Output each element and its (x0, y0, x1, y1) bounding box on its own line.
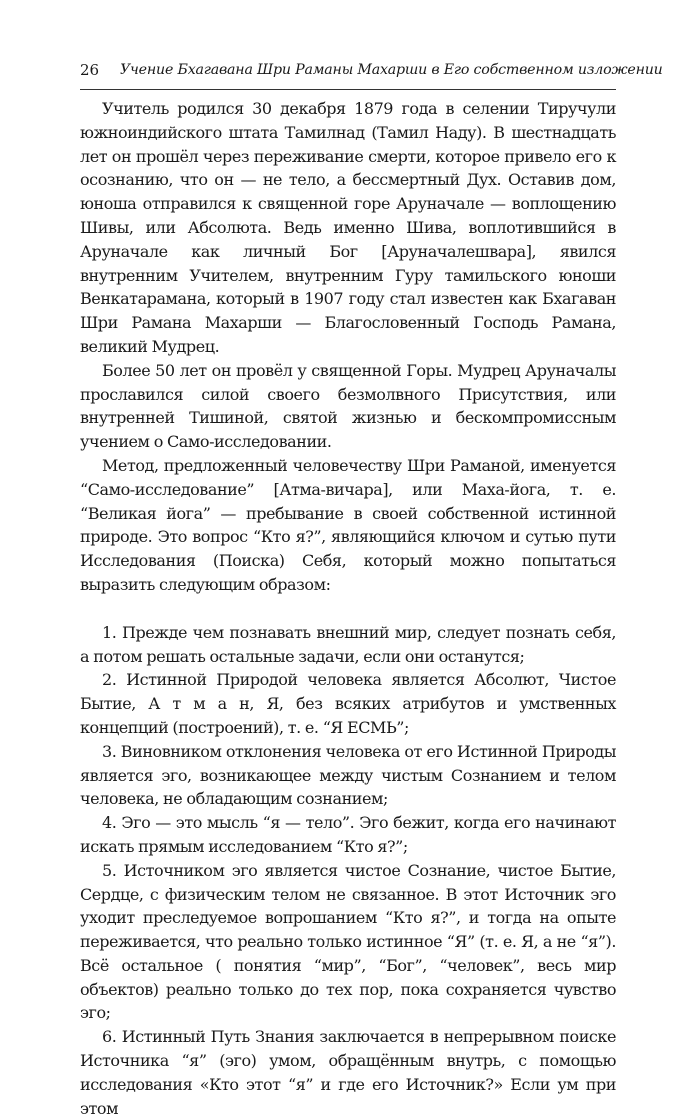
body-text (80, 97, 616, 1120)
paragraph-arunachala: Более 50 лет он провёл у священной Горы. Мудрец Аруначалы прославился силой своего безмолвного Присутствия, или внутренней Тишиной, святой жизнью и бескомпромиссным учением о Само-исследовании. (80, 360, 616, 452)
list-item: 2. Истинной Природой человека является Абсолют, Чистое Бытие, А т м а н, Я, без всяких атрибутов и умственных концепций (построений), т. е. “Я ЕСМЬ”; (80, 670, 616, 737)
running-head (80, 60, 663, 84)
paragraph-method: Метод, предложенный человечеству Шри Раманой, именуется “Само-исследование” [Атма-вичара], или Маха-йога, т. е. “Великая йога” — пребывание в своей собственной истинной природе. Это вопрос “Кто я?”, являющийся ключом и сутью пути Исследования (Поиска) Себя, который можно попытаться выразить следующим образом: (80, 455, 616, 594)
page-number: 26 (80, 61, 100, 79)
running-title: Учение Бхагавана Шри Раманы Махарши в Его собственном изложении (120, 62, 663, 78)
list-item: 4. Эго — это мысль “я — тело”. Эго бежит, когда его начинают искать прямым исследованием “Кто я?”; (80, 813, 616, 856)
list-item: 5. Источником эго является чистое Сознание, чистое Бытие, Сердце, с физическим телом не связанное. В этот Источник эго уходит преследуемое вопрошанием “Кто я?”, и тогда на опыте переживается, что реально только истинное “Я” (т. е. Я, а не “я”). Всё остальное ( понятия “мир”, “Бог”, “человек”, весь мир объектов) реально только до тех пор, пока сохраняется чувство эго; (80, 860, 616, 1023)
list-item: 1. Прежде чем познавать внешний мир, следует познать себя, а потом решать остальные задачи, если они останутся; (80, 622, 616, 666)
paragraph-biography: Учитель родился 30 декабря 1879 года в селении Тиручули южноиндийского штата Тамилнад (Тамил Наду). В шестнадцать лет он прошёл через переживание смерти, которое привело его к осознанию, что он — не тело, а бессмертный Дух. Оставив дом, юноша отправился к священной горе Аруначале — воплощению Шивы, или Абсолюта. Ведь именно Шива, воплотившийся в Аруначале как личный Бог [Аруначалешвара], явился внутренним Учителем, внутренним Гуру тамильского юноши Венкатарамана, который в 1907 году стал известен как Бхагаван Шри Рамана Махарши — Благословенный Господь Рамана, великий Мудрец. (80, 99, 616, 356)
list-item: 3. Виновником отклонения человека от его Истинной Природы является эго, возникающее между чистым Сознанием и телом человека, не обладающим сознанием; (80, 741, 616, 809)
numbered-list (80, 621, 616, 1120)
header-divider (80, 89, 616, 90)
list-item: 6. Истинный Путь Знания заключается в непрерывном поиске Источника “я” (эго) умом, обращённым внутрь, с помощью исследования «Кто этот “я” и где его Источник?» Если ум при этом (80, 1027, 616, 1118)
